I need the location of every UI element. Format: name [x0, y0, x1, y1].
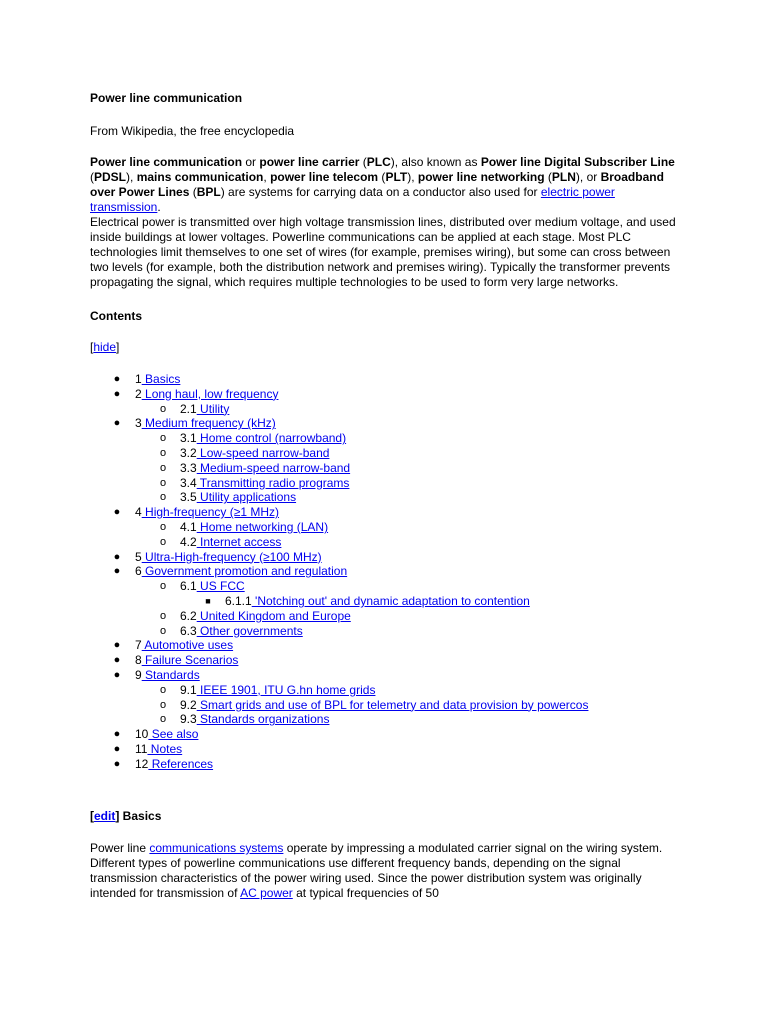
bullet-icon: ● [113, 639, 121, 652]
toc-entry [180, 431, 346, 446]
toc-entry [180, 609, 351, 624]
toc-number: 9.1 [180, 682, 197, 697]
bullet-icon: ● [113, 742, 121, 755]
toc-link[interactable]: Other governments [196, 623, 303, 638]
bullet-icon: o [159, 624, 167, 637]
term: Power line communication [90, 155, 243, 169]
text: or [242, 155, 260, 169]
text: at typical frequencies of 50 [292, 886, 439, 900]
text: ), [126, 170, 137, 184]
toc-entry [180, 402, 229, 417]
toc-item [90, 550, 690, 565]
term: PLC [366, 155, 391, 169]
edit-section-link[interactable]: edit [94, 809, 116, 823]
toc-link[interactable]: Home control (narrowband) [196, 431, 347, 446]
bullet-icon: o [159, 535, 167, 548]
toc-link[interactable]: Internet access [196, 534, 282, 549]
toc-number: 9.3 [180, 712, 197, 727]
toc-number: 12 [135, 756, 149, 771]
toc-item [90, 594, 690, 609]
text: ), also known as [390, 155, 481, 169]
toc-entry [135, 416, 276, 431]
toc-entry [180, 624, 303, 639]
toc-number: 5 [135, 549, 142, 564]
bracket: [ [90, 809, 94, 823]
toc-link[interactable]: Ultra-High-frequency (≥100 MHz) [141, 549, 322, 564]
bullet-icon: o [159, 402, 167, 415]
toc-entry [135, 550, 322, 565]
toc-link[interactable]: Medium-speed narrow-band [196, 460, 351, 475]
toc-link[interactable]: Notes [147, 741, 183, 756]
toc-entry [135, 742, 182, 757]
toc-link[interactable]: Government promotion and regulation [141, 564, 348, 579]
toc-number: 8 [135, 653, 142, 668]
bullet-icon: ● [113, 373, 121, 385]
toc-link[interactable]: Standards [141, 667, 200, 682]
toc-entry [180, 579, 245, 594]
bullet-icon: o [159, 520, 167, 533]
bullet-icon: o [159, 683, 167, 696]
toc-entry [135, 564, 347, 579]
bullet-icon: ● [113, 565, 121, 578]
toc-link[interactable]: United Kingdom and Europe [196, 608, 351, 623]
toc-item [90, 712, 690, 727]
toc-item [90, 668, 690, 683]
toc-entry [180, 490, 296, 505]
text: Power line [90, 841, 150, 855]
toc-entry [180, 535, 281, 550]
toc-item [90, 490, 690, 505]
toc-number: 9 [135, 667, 142, 682]
bullet-icon: ● [113, 550, 121, 563]
toc-item [90, 387, 690, 402]
toc-link[interactable]: Smart grids and use of BPL for telemetry and data provision by powercos [196, 697, 589, 712]
toc-number: 6.3 [180, 623, 197, 638]
toc-link[interactable]: Low-speed narrow-band [196, 445, 330, 460]
term: Broadband over Power Lines [90, 170, 664, 199]
table-of-contents [90, 372, 690, 772]
toc-item [90, 416, 690, 431]
intro-paragraph [90, 155, 680, 215]
toc-entry [180, 476, 349, 491]
toc-link[interactable]: Home networking (LAN) [196, 519, 329, 534]
toc-entry [135, 727, 198, 742]
toc-number: 1 [135, 372, 142, 386]
text: ), or [575, 170, 601, 184]
toc-item [90, 372, 690, 387]
bullet-icon: o [159, 476, 167, 489]
toc-number: 6.1.1 [225, 593, 252, 608]
bullet-icon: o [159, 609, 167, 622]
toc-number: 6 [135, 564, 142, 579]
toc-link[interactable]: IEEE 1901, ITU G.hn home grids [196, 682, 376, 697]
toc-number: 2.1 [180, 401, 197, 416]
toc-entry [180, 520, 328, 535]
toc-item [90, 461, 690, 476]
text: operate by impressing a modulated carrier signal on the wiring system. Different types of powerline communications use different frequency bands, depending on the signal transmission characteristics of the power wiring used. Since the power distribution system was originally intended for transmission of [90, 841, 663, 900]
text: ( [189, 185, 197, 199]
toc-entry [180, 461, 350, 476]
section-title: Basics [119, 809, 162, 823]
toc-item [90, 535, 690, 550]
toc-item [90, 727, 690, 742]
bullet-icon: ● [113, 506, 121, 519]
toc-entry [135, 653, 238, 668]
text: ), [407, 170, 418, 184]
bullet-icon: o [159, 461, 167, 474]
term: BPL [196, 185, 221, 199]
term: PLT [385, 170, 408, 184]
toc-link[interactable]: Utility [196, 401, 230, 416]
page-title: Power line communication [90, 91, 243, 105]
toc-entry [135, 505, 279, 520]
toc-number: 4.1 [180, 519, 197, 534]
text: ( [378, 170, 386, 184]
toc-entry [180, 712, 329, 727]
toc-entry [180, 683, 375, 698]
toc-toggle [90, 340, 119, 354]
toc-link[interactable]: Utility applications [196, 490, 297, 505]
toc-link[interactable]: Automotive uses [141, 638, 234, 653]
toc-link[interactable]: Medium frequency (kHz) [141, 416, 276, 431]
toc-link[interactable]: Standards organizations [196, 712, 330, 727]
toc-number: 6.2 [180, 608, 197, 623]
toc-entry [135, 372, 180, 387]
term: power line carrier [259, 155, 360, 169]
electric-power-transmission-link[interactable]: electric power transmission [90, 185, 615, 214]
text: ( [544, 170, 552, 184]
toc-entry [135, 638, 233, 653]
toc-item [90, 609, 690, 624]
toc-entry [135, 387, 278, 402]
bullet-icon: o [159, 580, 167, 593]
toc-number: 3.5 [180, 490, 197, 505]
term: PDSL [94, 170, 127, 184]
bullet-icon: o [159, 446, 167, 459]
term: PLN [551, 170, 576, 184]
term: power line telecom [270, 170, 379, 184]
toc-link[interactable]: Basics [141, 372, 181, 386]
toc-item [90, 520, 690, 535]
bullet-icon: ● [113, 668, 121, 681]
bracket: ] [116, 340, 120, 354]
toc-entry [180, 446, 329, 461]
toc-number: 10 [135, 727, 149, 742]
toc-entry [135, 668, 200, 683]
bullet-icon: o [159, 491, 167, 504]
toc-link[interactable]: 'Notching out' and dynamic adaptation to contention [251, 593, 530, 608]
bullet-icon: o [159, 713, 167, 726]
toc-link[interactable]: Transmitting radio programs [196, 475, 350, 490]
toc-number: 3.2 [180, 445, 197, 460]
term: Power line Digital Subscriber Line [480, 155, 675, 169]
communications-systems-link[interactable]: communications systems [149, 841, 284, 855]
text: ) are systems for carrying data on a conductor also used for [220, 185, 541, 199]
tagline: From Wikipedia, the free encyclopedia [90, 124, 295, 138]
body-paragraph: Electrical power is transmitted over high voltage transmission lines, distributed over medium voltage, and used inside buildings at lower voltages. Powerline communications can be applied at each stage. Most PLC technologies limit themselves to one set of wires (for example, premises wiring), but some can cross between two levels (for example, both the distribution network and premises wiring). Typically the transformer prevents propagating the signal, which requires multiple technologies to be used to form very large networks. [90, 215, 676, 289]
hide-toc-link[interactable]: hide [93, 340, 117, 354]
term: mains communication [136, 170, 264, 184]
toc-link[interactable]: References [148, 756, 214, 771]
basics-paragraph [90, 841, 690, 901]
toc-link[interactable]: See also [148, 727, 199, 742]
toc-link[interactable]: High-frequency (≥1 MHz) [141, 505, 279, 520]
toc-item [90, 742, 690, 757]
text: , [263, 170, 271, 184]
toc-item [90, 564, 690, 579]
toc-entry [180, 698, 588, 713]
toc-item [90, 683, 690, 698]
toc-item [90, 757, 690, 772]
toc-item [90, 505, 690, 520]
toc-item [90, 638, 690, 653]
text: . [157, 200, 161, 214]
toc-item [90, 402, 690, 417]
toc-link[interactable]: Failure Scenarios [141, 653, 239, 668]
bullet-icon: o [159, 432, 167, 445]
toc-number: 3 [135, 416, 142, 431]
toc-item [90, 446, 690, 461]
contents-heading: Contents [90, 309, 142, 323]
toc-item [90, 579, 690, 594]
ac-power-link[interactable]: AC power [240, 886, 293, 900]
bullet-icon: ● [113, 728, 121, 741]
toc-number: 4 [135, 505, 142, 520]
toc-number: 3.4 [180, 475, 197, 490]
toc-link[interactable]: Long haul, low frequency [141, 386, 279, 401]
bracket: [ [90, 340, 94, 354]
toc-item [90, 624, 690, 639]
toc-number: 7 [135, 638, 142, 653]
toc-number: 11 [135, 741, 148, 756]
bullet-icon: o [159, 698, 167, 711]
text: ( [90, 170, 94, 184]
toc-link[interactable]: US FCC [196, 579, 245, 594]
toc-item [90, 698, 690, 713]
toc-number: 3.3 [180, 460, 197, 475]
toc-number: 4.2 [180, 534, 197, 549]
toc-number: 2 [135, 386, 142, 401]
toc-number: 3.1 [180, 431, 197, 446]
bullet-icon: ● [113, 417, 121, 430]
bullet-icon: ● [113, 757, 121, 770]
toc-number: 9.2 [180, 697, 197, 712]
section-heading-basics [90, 809, 161, 823]
bullet-icon: ■ [205, 595, 211, 606]
toc-number: 6.1 [180, 579, 197, 594]
text: ( [359, 155, 367, 169]
toc-entry [225, 594, 530, 609]
term: power line networking [417, 170, 545, 184]
toc-item [90, 431, 690, 446]
bullet-icon: ● [113, 387, 121, 400]
bracket: ] [115, 809, 120, 823]
toc-entry [135, 757, 213, 772]
bullet-icon: ● [113, 654, 121, 667]
toc-item [90, 476, 690, 491]
toc-item [90, 653, 690, 668]
